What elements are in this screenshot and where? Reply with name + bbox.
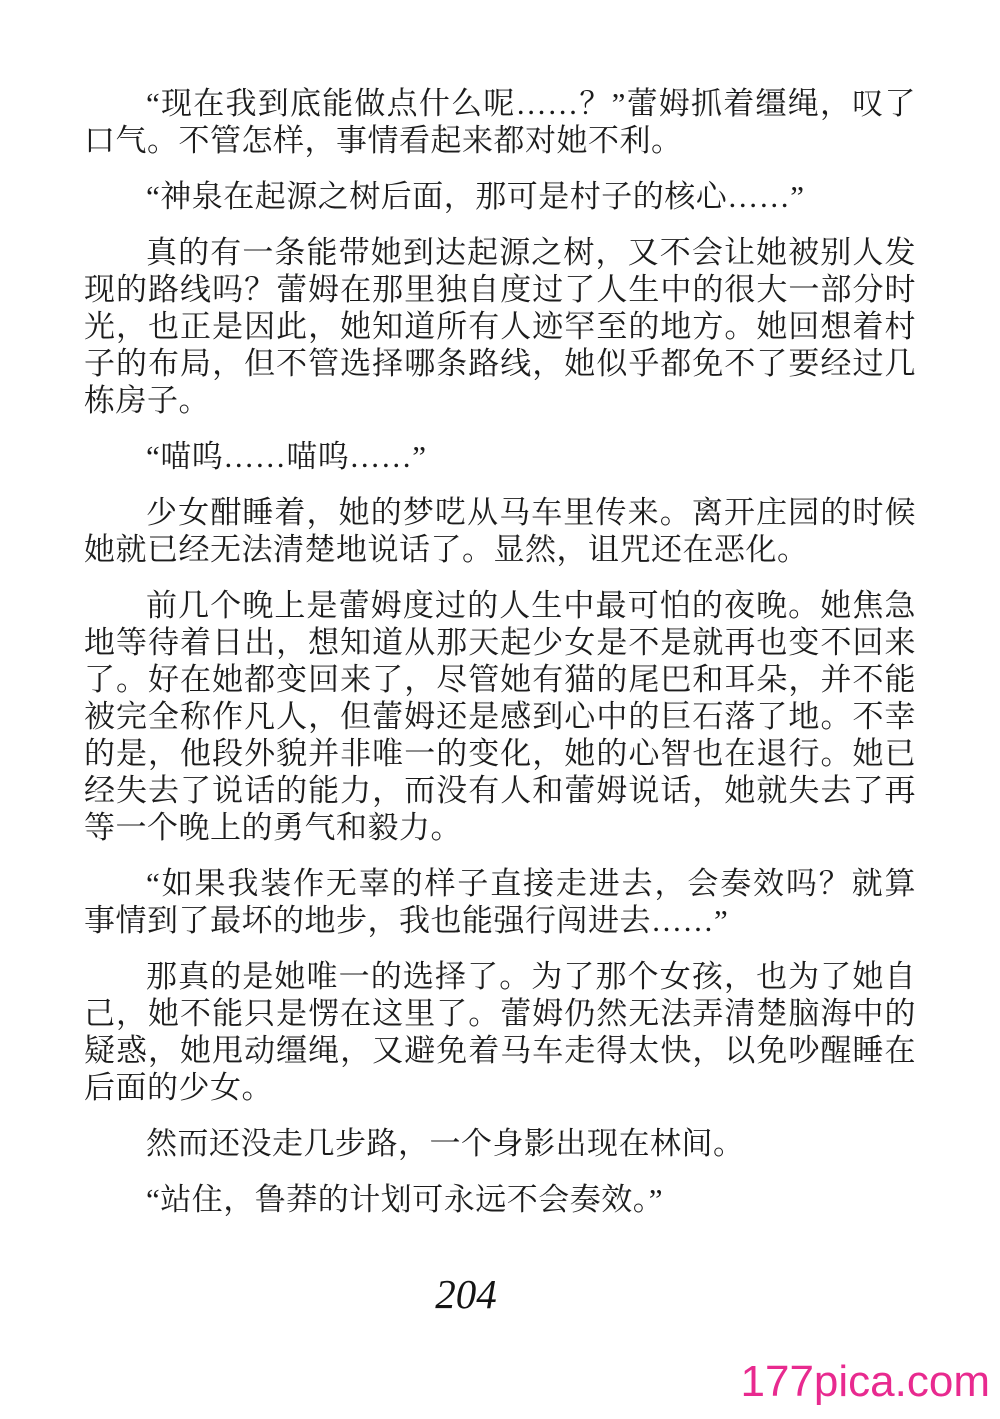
paragraph-6: 前几个晚上是蕾姆度过的人生中最可怕的夜晚。她焦急地等待着日出，想知道从那天起少女是不是就再也变不回来了。好在她都变回来了，尽管她有猫的尾巴和耳朵，并不能被完全称作凡人，但蕾姆还是感到心中的巨石落了地。不幸的是，他段外貌并非唯一的变化，她的心智也在退行。她已经失去了说话的能力，而没有人和蕾姆说话，她就失去了再等一个晚上的勇气和毅力。 [84,588,916,845]
paragraph-10: “站住，鲁莽的计划可永远不会奏效。” [146,1182,664,1217]
page-number: 204 [435,1271,497,1317]
paragraph-1: “现在我到底能做点什么呢……？”蕾姆抓着缰绳，叹了口气。不管怎样，事情看起来都对她不利。 [84,86,916,158]
paragraph-4: “喵呜……喵呜……” [146,439,427,474]
paragraph-2: “神泉在起源之树后面，那可是村子的核心……” [146,179,805,214]
paragraph-7: “如果我装作无辜的样子直接走进去，会奏效吗？就算事情到了最坏的地步，我也能强行闯进去……” [84,866,916,938]
paragraph-5: 少女酣睡着，她的梦呓从马车里传来。离开庄园的时候她就已经无法清楚地说话了。显然，诅咒还在恶化。 [84,495,916,567]
watermark: 177pica.com [740,1357,990,1406]
body-text [84,85,916,1237]
paragraph-8: 那真的是她唯一的选择了。为了那个女孩，也为了她自己，她不能只是愣在这里了。蕾姆仍然无法弄清楚脑海中的疑惑，她甩动缰绳，又避免着马车走得太快，以免吵醒睡在后面的少女。 [84,959,916,1105]
paragraph-9: 然而还没走几步路，一个身影出现在林间。 [146,1126,745,1161]
paragraph-3: 真的有一条能带她到达起源之树，又不会让她被别人发现的路线吗？蕾姆在那里独自度过了人生中的很大一部分时光，也正是因此，她知道所有人迹罕至的地方。她回想着村子的布局，但不管选择哪条路线，她似乎都免不了要经过几栋房子。 [84,235,916,418]
